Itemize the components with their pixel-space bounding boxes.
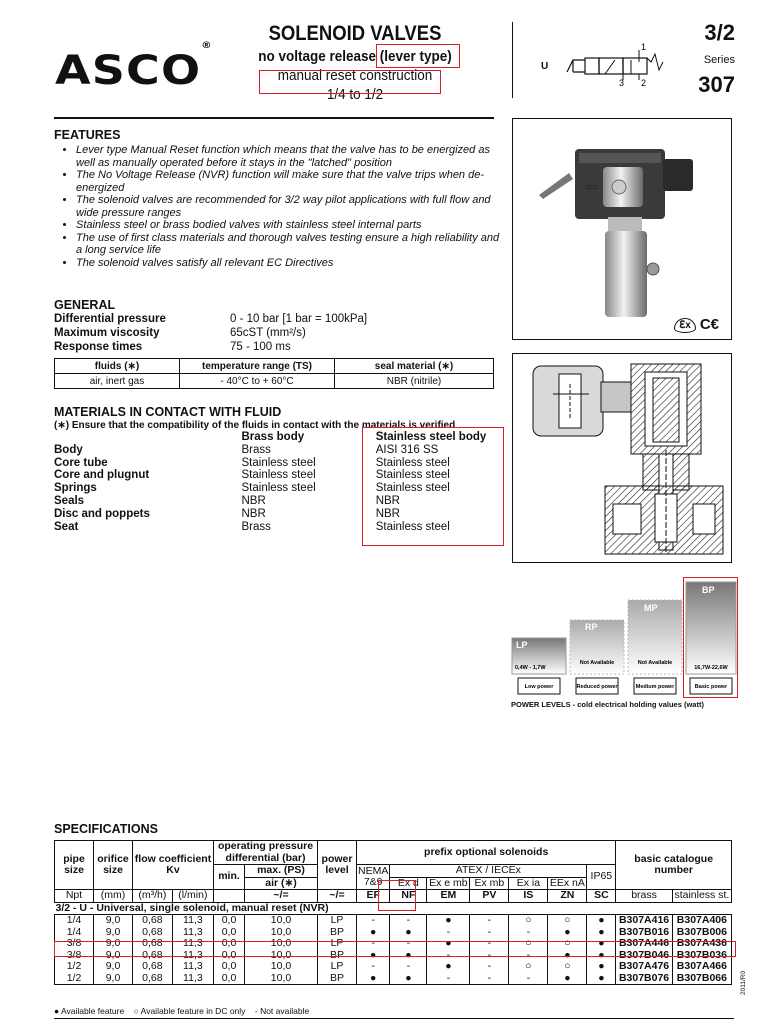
spec-cell: ● bbox=[548, 950, 587, 962]
feature-item: • The solenoid valves satisfy all relevant EC Directives bbox=[76, 257, 504, 270]
spec-cell: BP bbox=[318, 973, 357, 985]
unit-cell: PV bbox=[470, 890, 509, 903]
page-title: SOLENOID VALVES bbox=[268, 22, 442, 45]
unit-cell: ZN bbox=[548, 890, 587, 903]
atex-ce-marks bbox=[674, 316, 719, 333]
unit-cell: ~/= bbox=[318, 890, 357, 903]
spec-cell: ● bbox=[357, 973, 390, 985]
svg-text:2: 2 bbox=[641, 78, 647, 88]
spec-cell: ● bbox=[390, 927, 427, 939]
spec-cell: ● bbox=[390, 973, 427, 985]
part-name: Core and plugnut bbox=[54, 469, 150, 482]
spec-cell: 10,0 bbox=[245, 950, 318, 962]
power-bar-rp bbox=[570, 620, 624, 694]
subtitle-manual-reset: manual reset construction bbox=[277, 67, 433, 84]
catalogue-number-cell: B307B036 bbox=[672, 950, 731, 962]
unit-cell: stainless st. bbox=[672, 890, 731, 903]
spec-row bbox=[55, 915, 732, 927]
catalogue-number-cell: B307B016 bbox=[616, 927, 672, 939]
brass-col-header: Brass body bbox=[241, 431, 305, 443]
ss-material: Stainless steel bbox=[375, 469, 450, 482]
brass-material: Brass bbox=[241, 520, 271, 533]
temp-cell: - 40°C to + 60°C bbox=[180, 374, 335, 389]
unit-cell: ~/= bbox=[245, 890, 318, 903]
orifice-size-header: orifice size bbox=[94, 841, 133, 890]
spec-cell: - bbox=[470, 973, 509, 985]
spec-cell: 0,0 bbox=[214, 938, 245, 950]
ss-material: Stainless steel bbox=[375, 520, 450, 533]
catalogue-number-cell: B307B046 bbox=[616, 950, 672, 962]
spec-cell: ○ bbox=[548, 938, 587, 950]
power-value: Not Available bbox=[579, 660, 615, 666]
catalogue-number-cell: B307A436 bbox=[672, 938, 731, 950]
unit-cell: brass bbox=[616, 890, 672, 903]
catalogue-number-cell: B307A466 bbox=[672, 961, 731, 973]
general-row bbox=[54, 340, 494, 354]
legend-dc-only: ○ Available feature in DC only bbox=[133, 1006, 246, 1016]
features-heading: FEATURES bbox=[54, 128, 121, 142]
catalogue-number-cell: B307B076 bbox=[616, 973, 672, 985]
catalogue-number-cell: B307A406 bbox=[672, 915, 731, 927]
brass-material: NBR bbox=[241, 507, 266, 520]
highlight-lever-type bbox=[376, 44, 460, 68]
spec-cell: 9,0 bbox=[94, 973, 133, 985]
fluid-table bbox=[54, 358, 494, 389]
spec-cell: ● bbox=[548, 973, 587, 985]
part-name: Core tube bbox=[54, 456, 108, 469]
spec-cell: 11,3 bbox=[172, 938, 213, 950]
size-range: 1/4 to 1/2 bbox=[326, 86, 384, 103]
series-block bbox=[690, 20, 735, 98]
unit-cell: EM bbox=[427, 890, 470, 903]
feature-item: • The No Voltage Release (NVR) function will make sure that the valve trips when de-energized bbox=[76, 169, 504, 194]
catalogue-number-cell: B307A416 bbox=[616, 915, 672, 927]
svg-text:1: 1 bbox=[641, 42, 647, 52]
spec-cell: 3/8 bbox=[55, 950, 94, 962]
spec-cell: 0,68 bbox=[133, 915, 173, 927]
table-caption: 3/2 - U - Universal, single solenoid, manual reset (NVR) bbox=[55, 902, 732, 915]
spec-cell: ○ bbox=[509, 938, 548, 950]
spec-cell: 0,68 bbox=[133, 973, 173, 985]
spec-cell: 9,0 bbox=[94, 961, 133, 973]
valve-section-illustration bbox=[513, 354, 731, 562]
specifications-table bbox=[54, 840, 732, 985]
spec-cell: 0,68 bbox=[133, 950, 173, 962]
spec-cell: 0,68 bbox=[133, 961, 173, 973]
min-header: min. bbox=[214, 865, 245, 890]
spec-cell: 10,0 bbox=[245, 961, 318, 973]
spec-cell: 11,3 bbox=[172, 961, 213, 973]
power-code: LP bbox=[516, 640, 528, 650]
spec-cell: - bbox=[390, 961, 427, 973]
fluid-header: fluids (∗) bbox=[55, 359, 180, 374]
spec-cell: - bbox=[509, 973, 548, 985]
atex-header: ATEX / IECEx bbox=[390, 865, 587, 878]
feature-item: • Lever type Manual Reset function which means that the valve has to be energized as well as manually operated before it stays in the "latched" position bbox=[76, 144, 504, 169]
power-label: Medium power bbox=[635, 684, 675, 690]
power-code: MP bbox=[644, 603, 658, 613]
spec-cell: ● bbox=[587, 961, 616, 973]
general-heading: GENERAL bbox=[54, 298, 116, 312]
ss-material: NBR bbox=[375, 507, 400, 520]
general-value: 75 - 100 ms bbox=[230, 341, 291, 353]
footer-rule bbox=[54, 1018, 734, 1019]
spec-cell: 0,68 bbox=[133, 927, 173, 939]
general-key: Differential pressure bbox=[54, 313, 166, 325]
spec-cell: 10,0 bbox=[245, 973, 318, 985]
legend bbox=[54, 1006, 309, 1016]
prefix-solenoids-header: prefix optional solenoids bbox=[357, 841, 616, 865]
revision-code: 2011/R0 bbox=[740, 970, 747, 995]
brass-material: Stainless steel bbox=[241, 456, 316, 469]
series-number: 307 bbox=[698, 72, 735, 97]
part-name: Seat bbox=[54, 520, 79, 533]
highlight-stainless-column bbox=[362, 427, 504, 546]
spec-cell: 9,0 bbox=[94, 950, 133, 962]
unit-cell: NF bbox=[390, 890, 427, 903]
spec-cell: 0,0 bbox=[214, 950, 245, 962]
unit-cell: (mm) bbox=[94, 890, 133, 903]
valve-symbol-icon bbox=[565, 42, 685, 88]
spec-cell: ○ bbox=[509, 961, 548, 973]
spec-cell: - bbox=[470, 927, 509, 939]
ip65-header: IP65 bbox=[587, 865, 616, 890]
spec-cell: 11,3 bbox=[172, 915, 213, 927]
power-code: BP bbox=[702, 585, 715, 595]
spec-row bbox=[55, 961, 732, 973]
spec-cell: - bbox=[427, 950, 470, 962]
unit-cell: (m³/h) bbox=[133, 890, 173, 903]
spec-cell: ○ bbox=[548, 915, 587, 927]
part-name: Body bbox=[54, 443, 83, 456]
product-photo bbox=[512, 118, 732, 340]
spec-cell: 10,0 bbox=[245, 915, 318, 927]
power-value: Not Available bbox=[637, 660, 673, 666]
spec-cell: 1/2 bbox=[55, 973, 94, 985]
spec-cell: 1/4 bbox=[55, 927, 94, 939]
general-row bbox=[54, 326, 494, 340]
general-key: Maximum viscosity bbox=[54, 327, 160, 339]
spec-cell: - bbox=[390, 915, 427, 927]
operating-pressure-header: operating pressure differential (bar) bbox=[214, 841, 318, 865]
catalogue-number-cell: B307B006 bbox=[672, 927, 731, 939]
materials-note: (∗) Ensure that the compatibility of the fluids in contact with the materials is verified bbox=[54, 420, 456, 431]
nema-label: NEMA bbox=[358, 864, 389, 877]
spec-cell: ● bbox=[587, 938, 616, 950]
power-label: Low power bbox=[524, 684, 554, 690]
general-row bbox=[54, 312, 494, 326]
eexna-header: EEx nA bbox=[549, 876, 585, 889]
highlight-row-1-4-bp bbox=[54, 941, 736, 957]
spec-cell: 11,3 bbox=[172, 950, 213, 962]
power-label: Reduced power bbox=[576, 684, 618, 690]
spec-cell: 10,0 bbox=[245, 938, 318, 950]
spec-cell: ● bbox=[427, 938, 470, 950]
specifications-heading: SPECIFICATIONS bbox=[54, 822, 158, 836]
spec-cell: 0,68 bbox=[133, 938, 173, 950]
temp-header: temperature range (TS) bbox=[180, 359, 335, 374]
spec-cell: - bbox=[509, 927, 548, 939]
spec-cell: LP bbox=[318, 961, 357, 973]
spec-cell: 11,3 bbox=[172, 927, 213, 939]
power-caption: POWER LEVELS - cold electrical holding values (watt) bbox=[511, 700, 704, 709]
part-name: Springs bbox=[54, 482, 97, 495]
legend-not-available: - Not available bbox=[254, 1006, 310, 1016]
features-list bbox=[54, 144, 504, 269]
seal-cell: NBR (nitrile) bbox=[335, 374, 494, 389]
ex-icon: ℇx bbox=[674, 318, 696, 333]
spec-cell: - bbox=[470, 950, 509, 962]
spec-cell: 3/8 bbox=[55, 938, 94, 950]
spec-cell: - bbox=[470, 915, 509, 927]
ss-col-header: Stainless steel body bbox=[375, 431, 487, 443]
spec-cell: 0,0 bbox=[214, 927, 245, 939]
ss-material: AISI 316 SS bbox=[375, 443, 439, 456]
spec-cell: ○ bbox=[509, 915, 548, 927]
ce-icon: C€ bbox=[699, 316, 719, 333]
highlight-exd-column bbox=[378, 880, 416, 911]
spec-cell: 0,0 bbox=[214, 915, 245, 927]
catalogue-number-header: basic catalogue number bbox=[616, 841, 732, 890]
brass-material: Stainless steel bbox=[241, 482, 316, 495]
brass-material: Stainless steel bbox=[241, 469, 316, 482]
spec-cell: ○ bbox=[548, 961, 587, 973]
power-value: 16,7W-22,6W bbox=[694, 665, 728, 671]
catalogue-number-cell: B307B066 bbox=[672, 973, 731, 985]
exemb-header: Ex e mb bbox=[427, 877, 470, 890]
exia-header: Ex ia bbox=[509, 877, 548, 890]
pipe-size-header: pipe size bbox=[55, 841, 94, 890]
cross-section-drawing bbox=[512, 353, 732, 563]
spec-cell: 9,0 bbox=[94, 938, 133, 950]
unit-cell: EF bbox=[357, 890, 390, 903]
spec-cell: - bbox=[357, 915, 390, 927]
brass-material: NBR bbox=[241, 494, 266, 507]
svg-text:3: 3 bbox=[619, 78, 625, 88]
spec-cell: - bbox=[509, 950, 548, 962]
spec-cell: LP bbox=[318, 915, 357, 927]
spec-cell: 9,0 bbox=[94, 927, 133, 939]
legend-available: ● Available feature bbox=[54, 1006, 125, 1016]
spec-cell: 11,3 bbox=[172, 973, 213, 985]
spec-cell: ● bbox=[548, 927, 587, 939]
unit-cell bbox=[214, 890, 245, 903]
general-key: Response times bbox=[54, 341, 143, 353]
spec-cell: - bbox=[390, 938, 427, 950]
asco-logo bbox=[55, 40, 213, 94]
registered-mark: ® bbox=[201, 40, 213, 51]
fluid-cell: air, inert gas bbox=[55, 374, 180, 389]
highlight-manual-reset bbox=[259, 70, 441, 94]
spec-cell: 1/4 bbox=[55, 915, 94, 927]
spec-cell: BP bbox=[318, 950, 357, 962]
ss-material: Stainless steel bbox=[375, 456, 450, 469]
nameplate-number: 22231 bbox=[585, 185, 599, 191]
spec-cell: - bbox=[357, 938, 390, 950]
brass-material: Brass bbox=[241, 443, 271, 456]
general-value: 0 - 10 bar [1 bar = 100kPa] bbox=[230, 313, 368, 325]
spec-cell: ● bbox=[427, 961, 470, 973]
ss-material: NBR bbox=[375, 494, 400, 507]
feature-item: • Stainless steel or brass bodied valves with stainless steel internal parts bbox=[76, 219, 504, 232]
catalogue-number-cell: B307A446 bbox=[616, 938, 672, 950]
valve-photo-illustration bbox=[513, 119, 731, 339]
spec-cell: 10,0 bbox=[245, 927, 318, 939]
highlight-basic-power bbox=[683, 577, 738, 698]
spec-row bbox=[55, 973, 732, 985]
spec-cell: - bbox=[470, 961, 509, 973]
features-section bbox=[54, 128, 504, 269]
power-bar-lp bbox=[512, 638, 566, 694]
spec-cell: LP bbox=[318, 938, 357, 950]
general-value: 65cST (mm²/s) bbox=[230, 327, 306, 339]
spec-cell: - bbox=[427, 973, 470, 985]
spec-cell: ● bbox=[587, 950, 616, 962]
spec-cell: BP bbox=[318, 927, 357, 939]
part-name: Seals bbox=[54, 494, 85, 507]
spec-cell: - bbox=[470, 938, 509, 950]
spec-cell: - bbox=[357, 961, 390, 973]
power-value: 0,4W - 1,7W bbox=[515, 665, 546, 671]
power-level-header: power level bbox=[318, 841, 357, 890]
spec-cell: ● bbox=[427, 915, 470, 927]
feature-item: • The use of first class materials and thorough valves testing ensure a high reliability and a long service life bbox=[76, 232, 504, 257]
flow-coefficient-header: flow coefficient Kv bbox=[133, 841, 214, 890]
spec-cell: 0,0 bbox=[214, 961, 245, 973]
unit-cell: SC bbox=[587, 890, 616, 903]
spec-cell: ● bbox=[357, 927, 390, 939]
power-code: RP bbox=[585, 622, 598, 632]
feature-item: • The solenoid valves are recommended for 3/2 way pilot applications with full flow and wide pressure ranges bbox=[76, 194, 504, 219]
spec-cell: 1/2 bbox=[55, 961, 94, 973]
unit-cell: Npt bbox=[55, 890, 94, 903]
config-code: 3/2 bbox=[704, 20, 735, 45]
subtitle-nvr: no voltage release (lever type) bbox=[258, 48, 452, 65]
spec-cell: ● bbox=[587, 915, 616, 927]
exd-header: Ex d bbox=[390, 877, 427, 890]
spec-cell: 0,0 bbox=[214, 973, 245, 985]
spec-cell: ● bbox=[587, 973, 616, 985]
part-name: Disc and poppets bbox=[54, 507, 150, 520]
spec-cell: ● bbox=[587, 927, 616, 939]
logo-text: ASCO bbox=[55, 48, 202, 94]
spec-cell: - bbox=[427, 927, 470, 939]
header-divider bbox=[512, 22, 513, 98]
ss-material: Stainless steel bbox=[375, 482, 450, 495]
power-label: Basic power bbox=[694, 684, 728, 690]
general-section bbox=[54, 298, 494, 354]
air-header: air (∗) bbox=[245, 877, 318, 890]
unit-cell: (l/min) bbox=[172, 890, 213, 903]
spec-cell: 9,0 bbox=[94, 915, 133, 927]
nema-class: 7&9 bbox=[363, 876, 383, 888]
symbol-u-label: U bbox=[541, 61, 549, 72]
series-label: Series bbox=[703, 54, 735, 66]
header-rule bbox=[54, 117, 494, 119]
spec-cell: ● bbox=[357, 950, 390, 962]
exmb-header: Ex mb bbox=[470, 877, 509, 890]
unit-cell: IS bbox=[509, 890, 548, 903]
seal-header: seal material (∗) bbox=[335, 359, 494, 374]
materials-heading: MATERIALS IN CONTACT WITH FLUID bbox=[54, 405, 282, 419]
max-header: max. (PS) bbox=[245, 865, 318, 878]
catalogue-number-cell: B307A476 bbox=[616, 961, 672, 973]
power-bar-mp bbox=[628, 600, 682, 694]
spec-cell: ● bbox=[390, 950, 427, 962]
